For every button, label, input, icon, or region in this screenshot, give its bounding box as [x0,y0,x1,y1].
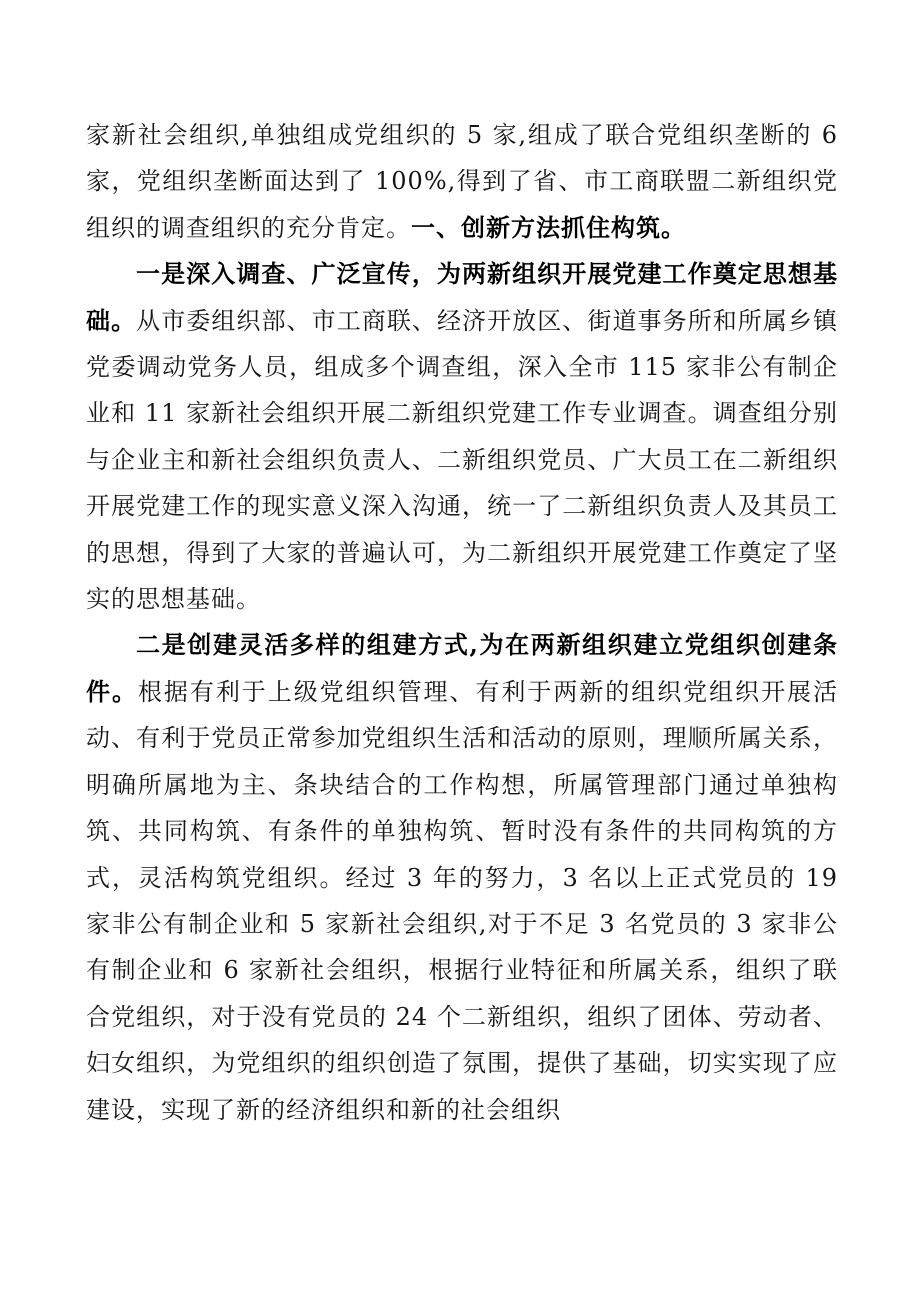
paragraph-2-lead: 一是深入调查、广泛宣传，为两新组织开展党建工作奠定思想基础。 [86,259,838,335]
paragraph-3 [86,622,838,1132]
paragraph-2 [86,251,838,622]
paragraph-3-lead: 二是创建灵活多样的组建方式,为在两新组织建立党组织创建条件。 [86,630,838,706]
paragraph-1-text: 家新社会组织,单独组成党组织的 5 家,组成了联合党组织垄断的 6 家，党组织垄断面达到了 100%,得到了省、市工商联盟二新组织党组织的调查组织的充分肯定。 [86,121,838,242]
paragraph-1 [86,112,838,251]
paragraph-2-text: 从市委组织部、市工商联、经济开放区、街道事务所和所属乡镇党委调动党务人员，组成多个调查组，深入全市 115 家非公有制企业和 11 家新社会组织开展二新组织党建工作专业调查。调查组分别与企业主和新社会组织负责人、二新组织党员、广大员工在二新组织开展党建工作的现实意义深入沟通，统一了二新组织负责人及其员工的思想，得到了大家的普遍认可，为二新组织开展党建工作奠定了坚实的思想基础。 [86,306,839,614]
section-heading-1: 一、创新方法抓住构筑。 [411,212,686,242]
document-body [86,112,838,1133]
paragraph-3-text: 根据有利于上级党组织管理、有利于两新的组织党组织开展活动、有利于党员正常参加党组织生活和活动的原则，理顺所属关系，明确所属地为主、条块结合的工作构想，所属管理部门通过单独构筑、共同构筑、有条件的单独构筑、暂时没有条件的共同构筑的方式，灵活构筑党组织。经过 3 年的努力，3 名以上正式党员的 19 家非公有制企业和 5 家新社会组织,对于不足 3 名党员的 3 家非公有制企业和 6 家新社会组织，根据行业特征和所属关系，组织了联合党组织，对于没有党员的 24 个二新组织，组织了团体、劳动者、妇女组织，为党组织的组织创造了氛围，提供了基础，切实实现了应建设，实现了新的经济组织和新的社会组织 [86,677,839,1124]
